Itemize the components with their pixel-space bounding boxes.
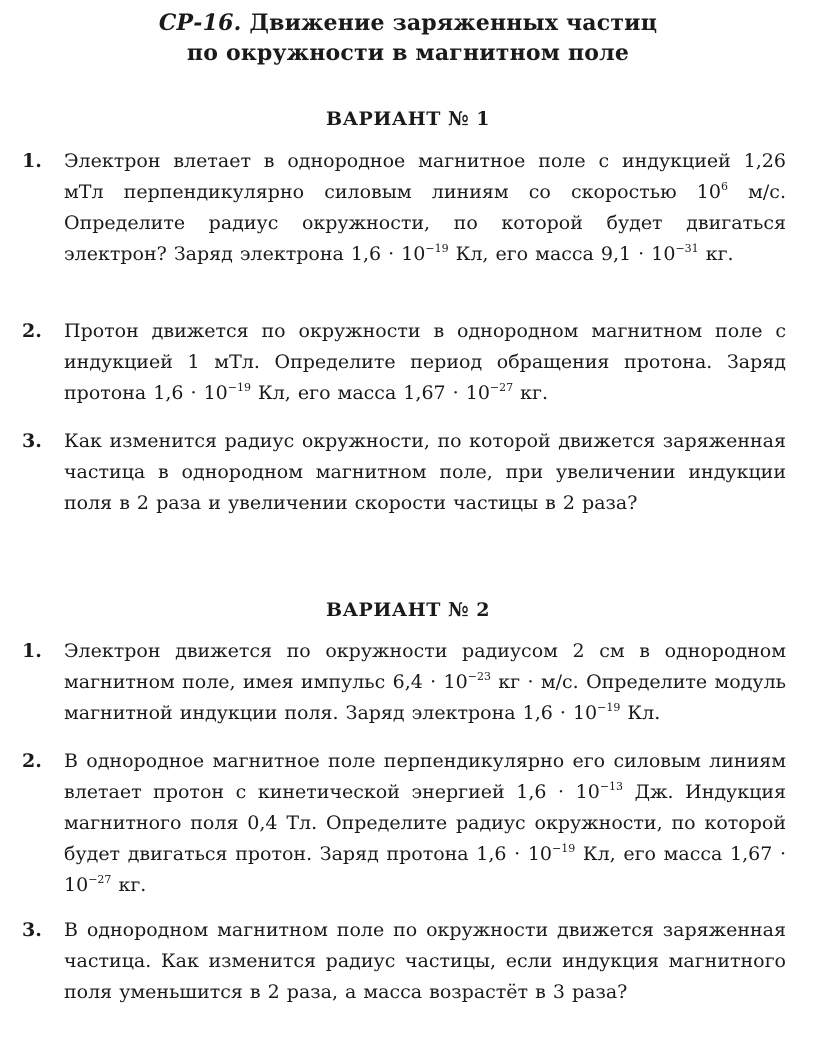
problem-text: Как изменится радиус окружности, по которой движется заряженная частица в однородном магнитном поле, при увеличении индукции поля в 2 раза и увеличении скорости частицы в 2 раза? [64, 430, 786, 514]
problem-text: В однородном магнитном поле по окружности движется заряженная частица. Как изменится радиус частицы, если индукция магнитного поля уменьшится в 2 раза, а масса возрастёт в 3 раза? [64, 919, 786, 1003]
exponent: −19 [227, 381, 251, 394]
exponent: 6 [720, 180, 728, 193]
exponent: −27 [88, 873, 112, 886]
problem-number: 1. [22, 640, 42, 662]
problem-number: 3. [22, 430, 42, 452]
variant-2-heading: ВАРИАНТ № 2 [326, 599, 490, 621]
exponent: −19 [425, 242, 449, 255]
exponent: −31 [675, 242, 699, 255]
problem-text: Электрон влетает в однородное магнитное поле с индукцией 1,26 мТл перпендикулярно силовым линиям со скоростью $10^6$ м/с. Определите радиус окружности, по которой будет двигаться электрон? Заряд электрона $1,6 \cdot 10^{-19}$ Кл, его масса $9,1 \cdot 10^{-31}$ кг. [64, 150, 786, 265]
exponent: −19 [597, 701, 621, 714]
page-title [0, 8, 816, 38]
problem-text: Протон движется по окружности в однородном магнитном поле с индукцией 1 мТл. Определите период обращения протона. Заряд протона $1,6 \cdot 10^{-19}$ Кл, его масса $1,67 \cdot 10^{-27}$ кг. [64, 320, 786, 404]
page-subtitle: по окружности в магнитном поле [186, 40, 630, 66]
exponent: −13 [599, 780, 624, 793]
exponent: −27 [489, 381, 514, 394]
problem-number: 3. [22, 919, 42, 941]
exponent: −23 [467, 670, 491, 683]
worksheet-code: СР-16. [158, 10, 242, 36]
exponent: −19 [552, 842, 576, 855]
problem-number: 1. [22, 150, 42, 172]
variant-1-heading: ВАРИАНТ № 1 [326, 108, 490, 130]
problem-text: В однородное магнитное поле перпендикулярно его силовым линиям влетает протон с кинетической энергией $1,6 \cdot 10^{-13}$ Дж. Индукция магнитного поля 0,4 Тл. Определите радиус окружности, по которой будет двигаться протон. Заряд протона $1,6 \cdot 10^{-19}$ Кл, его масса $1,67 \cdot 10^{-27}$ кг. [64, 750, 786, 896]
title-line-1: Движение заряженных частиц [249, 10, 658, 36]
problem-text: Электрон движется по окружности радиусом 2 см в однородном магнитном поле, имея импульс $6,4 \cdot 10^{-23}$ кг · м/с. Определите модуль магнитной индукции поля. Заряд электрона $1,6 \cdot 10^{-19}$ Кл. [64, 640, 786, 724]
problem-number: 2. [22, 320, 42, 342]
problem-number: 2. [22, 750, 42, 772]
